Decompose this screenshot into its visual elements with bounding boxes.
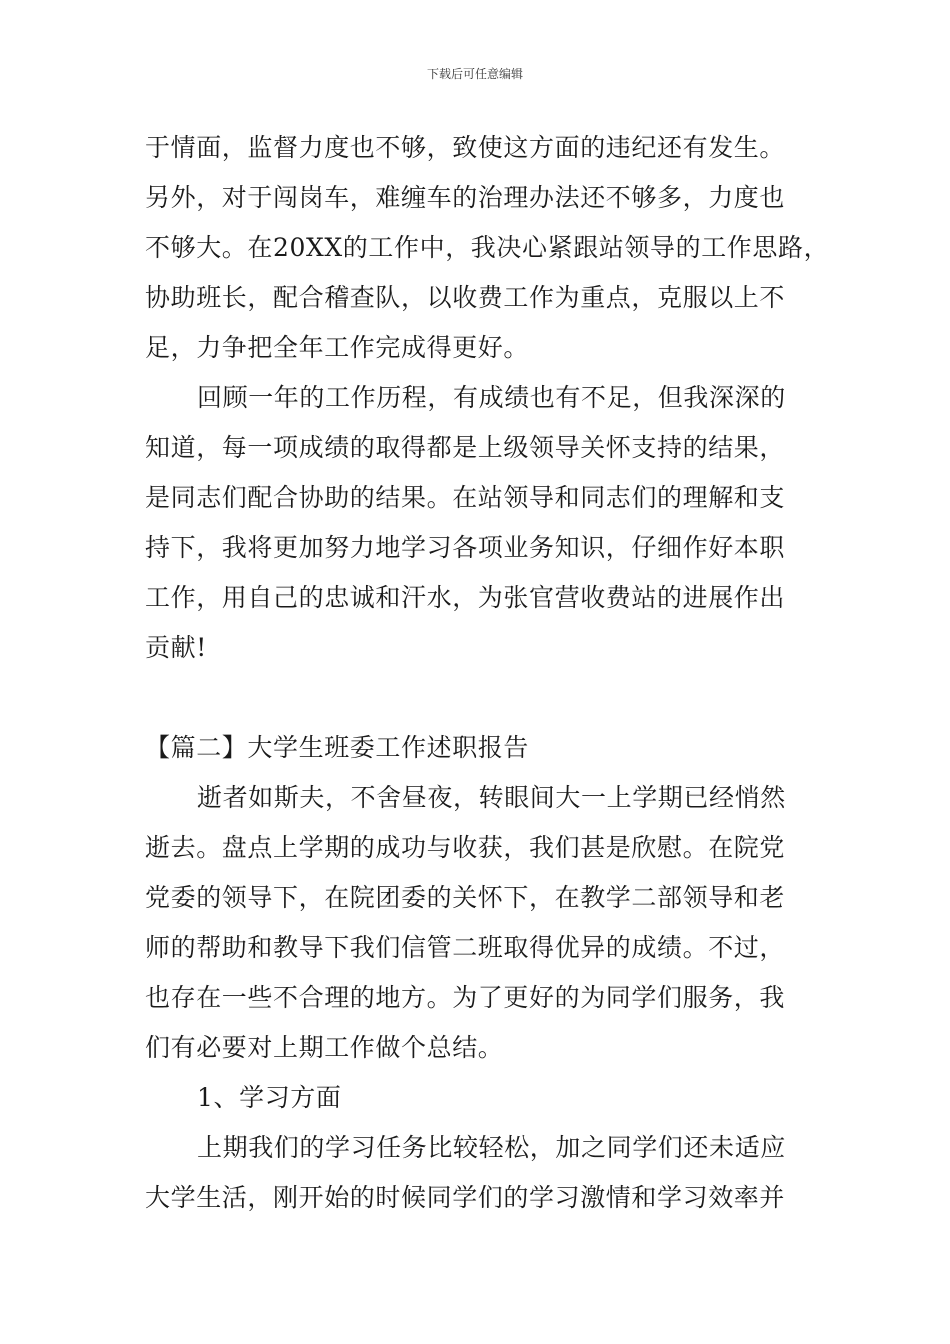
body-line: 师的帮助和教导下我们信管二班取得优异的成绩。不过， [145,933,786,962]
body-line: 党委的领导下，在院团委的关怀下，在教学二部领导和老 [145,883,786,912]
subsection-heading: 1、学习方面 [197,1083,342,1112]
body-line: 也存在一些不合理的地方。为了更好的为同学们服务，我 [145,983,786,1012]
body-line: 工作，用自己的忠诚和汗水，为张官营收费站的进展作出 [145,583,786,612]
paragraph-first-line: 回顾一年的工作历程，有成绩也有不足，但我深深的 [197,383,786,412]
body-line: 逝去。盘点上学期的成功与收获，我们甚是欣慰。在院党 [145,833,786,862]
body-line: 另外，对于闯岗车，难缠车的治理办法还不够多，力度也 [145,183,786,212]
body-line: 持下，我将更加努力地学习各项业务知识，仔细作好本职 [145,533,786,562]
section-heading: 【篇二】大学生班委工作述职报告 [145,733,530,762]
body-line: 不够大。在20XX的工作中，我决心紧跟站领导的工作思路， [145,233,830,262]
paragraph-first-line: 上期我们的学习任务比较轻松，加之同学们还未适应 [197,1133,786,1162]
body-line: 贡献! [145,633,207,662]
paragraph-first-line: 逝者如斯夫，不舍昼夜，转眼间大一上学期已经悄然 [197,783,786,812]
body-line: 知道，每一项成绩的取得都是上级领导关怀支持的结果， [145,433,786,462]
body-line: 协助班长，配合稽查队，以收费工作为重点，克服以上不 [145,283,786,312]
body-line: 足，力争把全年工作完成得更好。 [145,333,530,362]
body-line: 们有必要对上期工作做个总结。 [145,1033,504,1062]
body-line: 是同志们配合协助的结果。在站领导和同志们的理解和支 [145,483,786,512]
page-header-note: 下载后可任意编辑 [426,67,523,81]
body-line: 于情面，监督力度也不够，致使这方面的违纪还有发生。 [145,133,786,162]
body-line: 大学生活，刚开始的时候同学们的学习激情和学习效率并 [145,1183,786,1212]
